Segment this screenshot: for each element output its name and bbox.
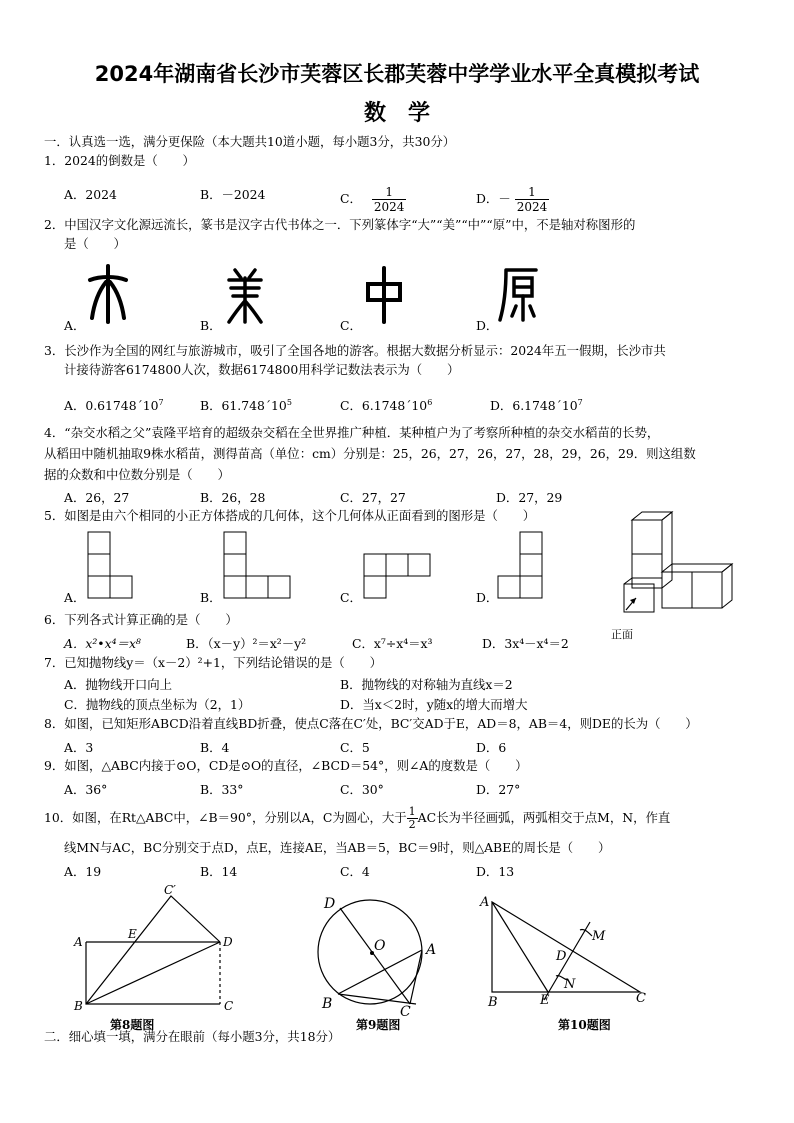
q7-stem: 7．已知抛物线y＝（x－2）²+1，下列结论错误的是（ ）	[44, 655, 382, 670]
q2-option-b: B．	[200, 318, 222, 333]
q2-stem-line1: 2．中国汉字文化源远流长，篆书是汉字古代书体之一．下列篆体字“大”“美”“中”“原”中，不是轴对称图形的	[44, 217, 636, 232]
q4-stem-line3: 据的众数和中位数分别是（ ）	[44, 467, 230, 482]
q8-option-d: D．6	[476, 740, 507, 755]
q6-option-d: D．3x⁴－x⁴＝2	[482, 636, 569, 651]
subject-title: 数 学	[363, 101, 430, 126]
q3-stem-line1: 3．长沙作为全国的网红与旅游城市，吸引了全国各地的游客。根据大数据分析显示：2024年五一假期，长沙市共	[44, 343, 666, 358]
q4-option-a: A．26，27	[64, 490, 130, 505]
q10-option-a: A．19	[64, 864, 102, 879]
q1-stem: 1．2024的倒数是（ ）	[44, 153, 195, 168]
q1-option-b: B．－2024	[200, 187, 266, 202]
q5-option-d: D．	[476, 590, 499, 605]
q1-d-numerator: 1	[515, 185, 550, 200]
q9-option-d: D．27°	[476, 782, 521, 797]
section-one-heading: 一．认真选一选，满分更保险（本大题共10道小题，每小题3分，共30分）	[44, 134, 456, 149]
q3-option-b: B．$61.748´10^5$	[200, 397, 292, 413]
fig9-label-o: O	[374, 938, 386, 954]
q2-option-a: A．	[64, 318, 86, 333]
q10-option-b: B．14	[200, 864, 238, 879]
q10-stem-line1: 10．如图，在Rt△ABC中，∠B＝90°，分别以A，C为圆心，大于 $\frac{1}{2}$ AC长为半径画弧，两弧相交于点M，N，作直	[44, 805, 671, 831]
fig9-label-a: A	[426, 942, 437, 958]
fig10-label-c: C	[636, 991, 646, 1006]
q9-option-c: C．30°	[340, 782, 384, 797]
fig10-label-b: B	[488, 995, 498, 1010]
q6-option-b: B．（x－y）²＝x²－y²	[186, 636, 307, 651]
q3-option-a: A．$0.61748´10^7$	[64, 397, 164, 413]
q5-option-c-figure	[362, 552, 432, 600]
q4-stem-line1: 4．“杂交水稻之父”袁隆平培育的超级杂交稻在全世界推广种植．某种植户为了考察所种植的杂交水稻苗的长势，	[44, 425, 660, 440]
q10-stem-line2: 线MN与AC，BC分别交于点D，点E，连接AE，当AB＝5，BC＝9时，则△ABE的周长是（ ）	[64, 840, 611, 855]
q7-option-c: C．抛物线的顶点坐标为（2，1）	[64, 697, 251, 712]
q10-option-c: C．4	[340, 864, 370, 879]
q3-stem-line2: 计接待游客6174800人次，数据6174800用科学记数法表示为（ ）	[64, 362, 460, 377]
figure-8	[70, 883, 240, 1020]
q5-option-b: B．	[200, 590, 222, 605]
q5-option-c: C．	[340, 590, 362, 605]
fig8-label-c-prime: C′	[164, 883, 176, 897]
q7-option-b: B．抛物线的对称轴为直线x＝2	[340, 677, 513, 692]
fig10-label-n: N	[564, 977, 576, 992]
q9-option-a: A．36°	[64, 782, 108, 797]
fig9-label-b: B	[322, 996, 333, 1012]
fig8-label-a: A	[74, 935, 83, 949]
q7-option-d: D．当x＜2时，y随x的增大而增大	[340, 697, 528, 712]
seal-character-mei-image	[225, 266, 265, 324]
q8-option-c: C．5	[340, 740, 370, 755]
seal-character-zhong-image	[364, 266, 404, 324]
q4-stem-line2: 从稻田中随机抽取9株水稻苗，测得苗高（单位：cm）分别是：25，26，27，26，27，28，29，26，29．则这组数	[44, 446, 696, 461]
q4-option-b: B．26，28	[200, 490, 266, 505]
q6-stem: 6．下列各式计算正确的是（ ）	[44, 612, 238, 627]
fig10-label-m: M	[592, 929, 606, 944]
seal-character-yuan-image	[498, 266, 538, 322]
fig8-label-c: C	[224, 999, 234, 1013]
q1-d-denominator: 2024	[516, 200, 548, 214]
q4-option-c: C．27，27	[340, 490, 406, 505]
q1-option-c: C． $\frac{1}{2024}$	[340, 185, 405, 214]
fig10-caption: 第10题图	[558, 1018, 611, 1032]
q1-c-numerator: 1	[372, 185, 407, 200]
q3-option-d: D．$6.1748´10^7$	[490, 397, 583, 413]
exam-title: 2024年湖南省长沙市芙蓉区长郡芙蓉中学学业水平全真模拟考试	[94, 62, 700, 86]
figure-10	[476, 894, 656, 1014]
q10-option-d: D．13	[476, 864, 515, 879]
figure-9	[306, 890, 446, 1020]
q5-option-b-figure	[222, 530, 292, 600]
fig10-label-d: D	[556, 949, 567, 964]
fig8-label-e: E	[128, 927, 137, 941]
q2-option-c: C．	[340, 318, 362, 333]
fig10-label-a: A	[480, 895, 490, 910]
q2-option-d: D．	[476, 318, 499, 333]
q7-option-a: A．抛物线开口向上	[64, 677, 173, 692]
q8-stem: 8．如图，已知矩形ABCD沿着直线BD折叠，使点C落在C′处，BC′交AD于E，AD＝8，AB＝4，则DE的长为（ ）	[44, 716, 698, 731]
q1-option-d: D．－ $\frac{1}{2024}$	[476, 185, 548, 214]
section-two-heading: 二．细心填一填，满分在眼前（每小题3分，共18分）	[44, 1029, 341, 1044]
q8-option-a: A．3	[64, 740, 94, 755]
fig8-label-d: D	[223, 935, 233, 949]
fig9-caption: 第9题图	[356, 1018, 401, 1032]
q5-solid-figure	[612, 508, 732, 618]
q5-front-label: 正面	[611, 628, 633, 641]
fig10-label-e: E	[540, 993, 550, 1008]
seal-character-da-image	[86, 262, 130, 324]
q1-c-denominator: 2024	[373, 200, 405, 214]
fig9-label-d: D	[324, 896, 336, 912]
q4-option-d: D．27，29	[496, 490, 563, 505]
q5-option-a: A．	[64, 590, 86, 605]
q5-option-d-figure	[496, 530, 546, 600]
q5-option-a-figure	[86, 530, 136, 600]
q1-option-a: A．2024	[64, 187, 117, 202]
q6-option-a: A．x²•x⁴＝x⁸	[64, 636, 141, 651]
q8-option-b: B．4	[200, 740, 230, 755]
fig9-label-c: C	[400, 1004, 411, 1020]
q5-stem: 5．如图是由六个相同的小正方体搭成的几何体，这个几何体从正面看到的图形是（ ）	[44, 508, 536, 523]
q9-stem: 9．如图，△ABC内接于⊙O，CD是⊙O的直径，∠BCD＝54°，则∠A的度数是（ ）	[44, 758, 528, 773]
q2-stem-line2: 是（ ）	[64, 236, 126, 251]
q6-option-c: C．x⁷÷x⁴＝x³	[352, 636, 433, 651]
fig8-caption: 第8题图	[110, 1018, 155, 1032]
q9-option-b: B．33°	[200, 782, 244, 797]
q3-option-c: C．$6.1748´10^6$	[340, 397, 433, 413]
fig8-label-b: B	[74, 999, 83, 1013]
